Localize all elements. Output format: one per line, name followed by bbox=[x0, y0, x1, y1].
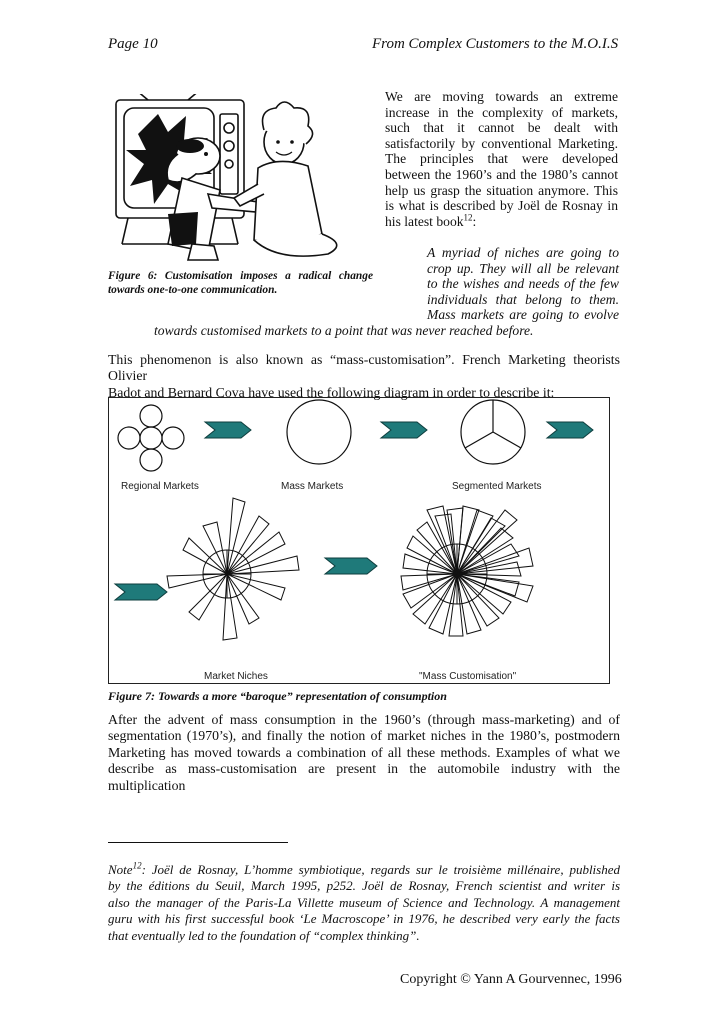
paragraph-mass-customisation bbox=[108, 352, 620, 401]
segmented-market-shape bbox=[461, 400, 525, 464]
diagram-frame bbox=[108, 397, 610, 684]
label-market-niches: Market Niches bbox=[204, 671, 268, 682]
intro-column bbox=[385, 89, 618, 229]
footnote-number: 12 bbox=[132, 860, 142, 871]
paragraph-line: After the advent of mass consumption in the 1960’s (through mass-marketing) and of bbox=[108, 712, 620, 727]
intro-line: such that it cannot be dealt with bbox=[385, 120, 618, 136]
paragraph-line: describe as mass-customisation are present in the automobile industry with the multiplication bbox=[108, 761, 620, 793]
intro-line: his latest book bbox=[385, 213, 464, 229]
footnote bbox=[108, 862, 620, 944]
caption-line: towards one-to-one communication. bbox=[108, 284, 278, 296]
footnote-text: : Joël de Rosnay, L’homme symbiotique, regards sur le troisième millénaire, published bbox=[141, 862, 620, 877]
quote-line: A myriad of niches are going to bbox=[427, 245, 619, 260]
quote-line: individuals that belong to them. bbox=[427, 291, 619, 307]
page-number: Page 10 bbox=[108, 36, 158, 52]
footnote-line: by the éditions du Seuil, March 1995, p252. Joël de Rosnay, French scientist and writer is bbox=[108, 878, 620, 894]
footnote-line: also the manager of the Paris-La Villette museum of Science and Technology. A management bbox=[108, 894, 620, 910]
footnote-prefix: Note bbox=[108, 862, 133, 877]
intro-line: help us grasp the situation anymore. This bbox=[385, 182, 618, 198]
paragraph-line: segmentation (1970’s), and finally the notion of market niches in the 1980’s, postmodern bbox=[108, 728, 620, 744]
running-title: From Complex Customers to the M.O.I.S bbox=[372, 36, 619, 52]
quote-line: Mass markets are going to evolve bbox=[427, 307, 619, 323]
paragraph-line: This phenomenon is also known as “mass-customisation”. French Marketing theorists Olivier bbox=[108, 352, 620, 384]
label-mass-markets: Mass Markets bbox=[281, 481, 344, 492]
regional-markets-shape bbox=[118, 405, 184, 471]
intro-line: between the 1960’s and the 1980’s cannot bbox=[385, 166, 618, 182]
copyright-footer: Copyright © Yann A Gourvennec, 1996 bbox=[400, 972, 622, 987]
label-regional-markets: Regional Markets bbox=[121, 481, 199, 492]
label-segmented-markets: Segmented Markets bbox=[452, 481, 542, 492]
intro-last-line bbox=[385, 214, 618, 230]
quote-line: to the wishes and needs of the few bbox=[427, 276, 619, 292]
cartoon-illustration bbox=[108, 94, 370, 264]
arrow-right-icon bbox=[381, 422, 427, 438]
market-niches-shape bbox=[167, 498, 299, 640]
intro-line: is what is described by Joël de Rosnay in bbox=[385, 198, 618, 214]
quote-line: crop up. They will all be relevant bbox=[427, 260, 619, 276]
arrow-right-icon bbox=[205, 422, 251, 438]
paragraph-line: Badot and Bernard Cova have used the following diagram in order to describe it: bbox=[108, 384, 555, 400]
figure-6-caption bbox=[108, 269, 373, 297]
footnote-line bbox=[108, 862, 620, 878]
quote-continuation: towards customised markets to a point that was never reached before. bbox=[154, 323, 534, 338]
footnote-divider bbox=[108, 842, 288, 843]
mass-market-shape bbox=[287, 400, 351, 464]
intro-line: The principles that were developed bbox=[385, 151, 618, 167]
paragraph-mass-consumption bbox=[108, 712, 620, 794]
intro-line-tail: : bbox=[472, 213, 477, 229]
market-evolution-diagram bbox=[109, 398, 609, 683]
footnote-line: that eventually led to the foundation of “complex thinking”. bbox=[108, 927, 420, 943]
arrow-right-icon bbox=[115, 584, 167, 600]
caption-line: Figure 6: Customisation imposes a radical change bbox=[108, 270, 373, 282]
intro-line: increase in the complexity of markets, bbox=[385, 104, 618, 120]
block-quote bbox=[427, 245, 619, 323]
footnote-reference: 12 bbox=[463, 212, 473, 223]
arrow-right-icon bbox=[547, 422, 593, 438]
footnote-line: guru with his first successful book ‘Le Macroscope’ in 1976, he described very early the facts bbox=[108, 911, 620, 927]
arrow-right-icon bbox=[325, 558, 377, 574]
intro-line: satisfactorily by conventional Marketing. bbox=[385, 135, 618, 151]
label-mass-customisation: "Mass Customisation" bbox=[419, 671, 517, 682]
paragraph-line: Marketing has moved towards a combination of all these methods. Examples of what we bbox=[108, 744, 620, 760]
mass-customisation-shape bbox=[401, 506, 533, 636]
intro-line: We are moving towards an extreme bbox=[385, 89, 618, 104]
figure-7-caption: Figure 7: Towards a more “baroque” representation of consumption bbox=[108, 689, 447, 703]
